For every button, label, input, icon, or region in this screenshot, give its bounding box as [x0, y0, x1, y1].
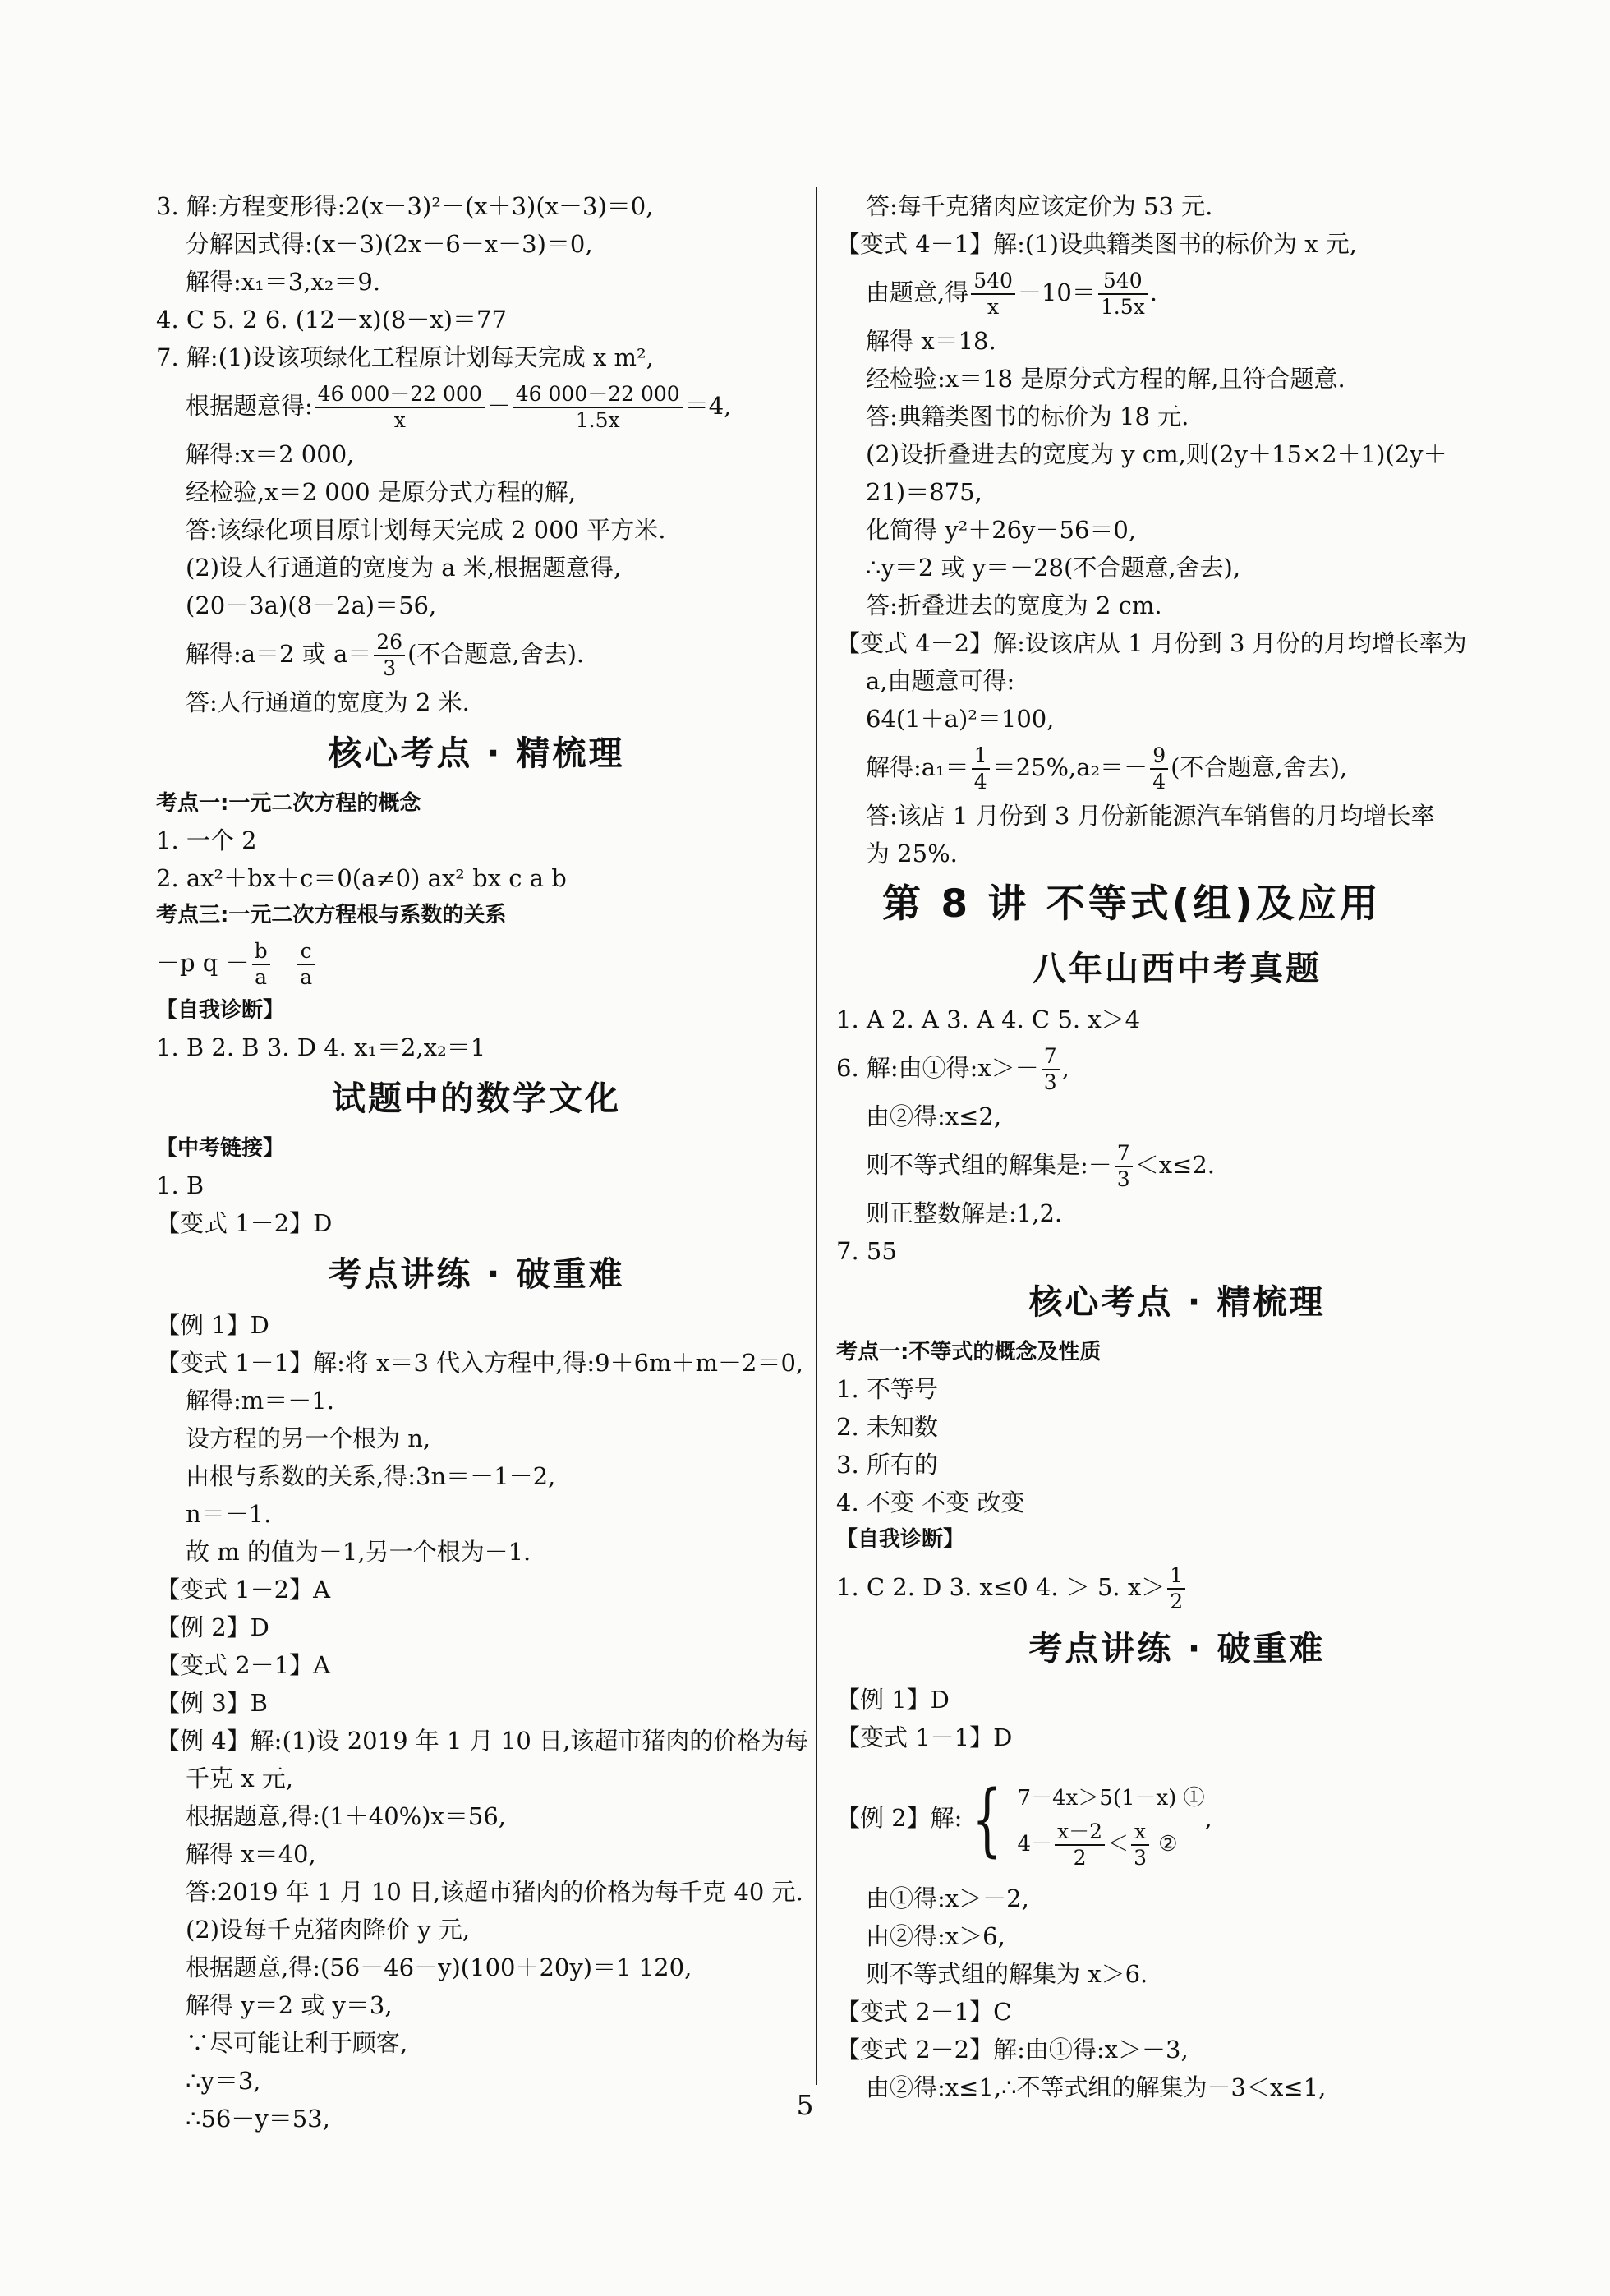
chapter-title: 第 8 讲 不等式(组)及应用	[882, 881, 1382, 927]
text-line: 由②得:x≤1,∴不等式组的解集为－3＜x≤1,	[866, 2073, 1327, 2101]
text-line: 解得:m＝－1.	[186, 1387, 334, 1415]
fraction	[1042, 1044, 1060, 1095]
text-line: 答:2019 年 1 月 10 日,该超市猪肉的价格为每千克 40 元.	[186, 1878, 803, 1906]
denominator: 1.5x	[575, 408, 620, 432]
denominator: a	[255, 965, 268, 989]
text-line: 【变式 1－1】D	[836, 1723, 1013, 1751]
text-line: 答:该店 1 月份到 3 月份新能源汽车销售的月均增长率	[866, 802, 1435, 830]
subsection-heading: 考点一:一元二次方程的概念	[156, 791, 421, 816]
text-fragment: ,	[1204, 1804, 1212, 1832]
numerator: 46 000－22 000	[513, 382, 683, 408]
text-line: 解得 x＝18.	[866, 327, 996, 355]
fraction	[1098, 269, 1148, 320]
numerator: c	[297, 939, 315, 965]
numerator: 540	[1098, 269, 1148, 295]
text-line: ∴56－y＝53,	[186, 2105, 330, 2133]
text-line: 故 m 的值为－1,另一个根为－1.	[186, 1538, 531, 1566]
equation-line	[156, 376, 797, 435]
text-line: 解得 x＝40,	[186, 1840, 316, 1868]
denominator: 2	[1073, 1846, 1087, 1870]
numerator: x－2	[1055, 1820, 1105, 1846]
text-line: ∴y＝2 或 y＝－28(不合题意,舍去),	[866, 554, 1241, 582]
text-line: 7. 55	[836, 1237, 897, 1265]
text-line: 答:典籍类图书的标价为 18 元.	[866, 403, 1189, 430]
text-line: (2)设折叠进去的宽度为 y cm,则(2y＋15×2＋1)(2y＋	[866, 440, 1447, 468]
text-line: 答:人行通道的宽度为 2 米.	[186, 688, 470, 716]
text-line: 2. ax²＋bx＋c＝0(a≠0) ax² bx c a b	[156, 864, 567, 892]
text-line: 则不等式组的解集为 x＞6.	[866, 1960, 1148, 1988]
text-line: (2)设每千克猪肉降价 y 元,	[186, 1916, 471, 1944]
text-fragment: 则不等式组的解集是:－	[866, 1151, 1112, 1179]
equation-line	[836, 738, 1518, 797]
text-fragment: 4－	[1017, 1832, 1053, 1857]
numerator: 1	[972, 743, 990, 770]
text-line: 3. 解:方程变形得:2(x－3)²－(x＋3)(x－3)＝0,	[156, 192, 654, 220]
text-fragment: .	[1149, 278, 1157, 306]
numerator: 26	[374, 630, 405, 656]
text-line: n＝－1.	[186, 1500, 272, 1528]
section-heading: 考点讲练 · 破重难	[328, 1254, 625, 1294]
equation-line	[156, 933, 797, 992]
equation-line	[836, 1038, 1518, 1097]
text-line: 根据题意,得:(56－46－y)(100＋20y)＝1 120,	[186, 1953, 692, 1981]
text-line: ∵尽可能让利于顾客,	[186, 2029, 408, 2057]
section-heading: 八年山西中考真题	[1033, 949, 1322, 988]
fraction	[252, 939, 270, 990]
denominator: 3	[1116, 1167, 1130, 1191]
text-fragment: －10＝	[1017, 278, 1096, 306]
numerator: 1	[1167, 1563, 1185, 1590]
numerator: 9	[1150, 743, 1168, 770]
text-fragment: (不合题意,舍去).	[407, 640, 585, 668]
numerator: 7	[1042, 1044, 1060, 1070]
text-fragment: ,	[1061, 1054, 1070, 1082]
page-number: 5	[796, 2089, 814, 2121]
text-line: 4. C 5. 2 6. (12－x)(8－x)＝77	[156, 306, 507, 334]
fraction	[315, 382, 485, 433]
text-line: 1. B	[156, 1171, 205, 1199]
fraction	[1055, 1820, 1105, 1870]
equation-line	[836, 1756, 1518, 1880]
text-fragment: ＝4,	[684, 392, 732, 420]
text-line: 答:每千克猪肉应该定价为 53 元.	[866, 192, 1213, 220]
denominator: 1.5x	[1100, 295, 1145, 319]
subsection-heading: 考点一:不等式的概念及性质	[836, 1340, 1102, 1364]
text-line: 【例 1】D	[836, 1686, 950, 1714]
text-line: 【例 1】D	[156, 1311, 269, 1339]
text-line: 【变式 1－1】解:将 x＝3 代入方程中,得:9＋6m＋m－2＝0,	[156, 1349, 804, 1377]
subsection-heading: 【自我诊断】	[156, 998, 285, 1023]
fraction	[1131, 1820, 1149, 1870]
equation-line	[836, 1135, 1518, 1194]
text-line: 4. 不变 不变 改变	[836, 1488, 1025, 1516]
text-fragment: 1. C 2. D 3. x≤0 4. ＞ 5. x＞	[836, 1573, 1166, 1601]
denominator: 2	[1170, 1590, 1184, 1613]
numerator: x	[1131, 1820, 1149, 1846]
system-lines	[1017, 1777, 1205, 1870]
numerator: 7	[1115, 1141, 1133, 1167]
text-fragment: 【例 2】解:	[836, 1804, 963, 1832]
text-fragment: ＜	[1107, 1832, 1129, 1857]
text-line: ∴y＝3,	[186, 2067, 261, 2095]
text-fragment: ②	[1152, 1832, 1178, 1857]
numerator: b	[252, 939, 270, 965]
text-line: 设方程的另一个根为 n,	[186, 1424, 431, 1452]
fraction	[1150, 743, 1168, 794]
fraction	[971, 269, 1015, 320]
text-line: 由②得:x＞6,	[866, 1922, 1005, 1950]
text-line: 答:该绿化项目原计划每天完成 2 000 平方米.	[186, 516, 666, 544]
denominator: 4	[973, 770, 987, 794]
denominator: 4	[1152, 770, 1166, 794]
text-line: 经检验:x＝18 是原分式方程的解,且符合题意.	[866, 365, 1346, 393]
text-line: 【变式 2－1】C	[836, 1998, 1012, 2026]
denominator: x	[987, 295, 1000, 319]
text-line: 【变式 1－2】D	[156, 1209, 333, 1237]
fraction	[972, 743, 990, 794]
text-line: 解得:x₁＝3,x₂＝9.	[186, 268, 381, 296]
column-divider	[816, 187, 817, 2085]
text-line: 【变式 1－2】A	[156, 1576, 331, 1604]
section-heading: 试题中的数学文化	[332, 1079, 621, 1118]
text-line: 分解因式得:(x－3)(2x－6－x－3)＝0,	[186, 230, 593, 258]
text-line: 64(1＋a)²＝100,	[866, 705, 1055, 733]
text-fragment: 由题意,得	[866, 278, 969, 306]
text-line: 为 25%.	[866, 840, 958, 867]
text-fragment: ＝25%,a₂＝－	[991, 753, 1148, 781]
text-line: 由根与系数的关系,得:3n＝－1－2,	[186, 1462, 556, 1490]
section-heading: 核心考点 · 精梳理	[328, 734, 625, 773]
text-line: 解得 y＝2 或 y＝3,	[186, 1991, 393, 2019]
text-line: 3. 所有的	[836, 1451, 938, 1479]
text-line: 【例 3】B	[156, 1689, 268, 1717]
subsection-heading: 【中考链接】	[156, 1136, 285, 1161]
text-line: 千克 x 元,	[186, 1765, 294, 1792]
right-column	[836, 187, 1518, 2106]
text-line: 【例 4】解:(1)设 2019 年 1 月 10 日,该超市猪肉的价格为每	[156, 1727, 809, 1755]
numerator: 46 000－22 000	[315, 382, 485, 408]
fraction	[1167, 1563, 1185, 1614]
text-line: a,由题意可得:	[866, 667, 1015, 695]
text-line: 21)＝875,	[866, 478, 982, 506]
fraction	[374, 630, 405, 681]
text-line: 1. 一个 2	[156, 826, 257, 854]
system-line-2	[1017, 1820, 1205, 1870]
section-heading: 核心考点 · 精梳理	[1028, 1282, 1326, 1322]
text-line: 则正整数解是:1,2.	[866, 1199, 1063, 1227]
denominator: 3	[1134, 1846, 1148, 1870]
text-line: 答:折叠进去的宽度为 2 cm.	[866, 591, 1162, 619]
text-fragment: 6. 解:由①得:x＞－	[836, 1054, 1039, 1082]
system-line-1: 7－4x＞5(1－x) ①	[1017, 1786, 1205, 1811]
text-line: (2)设人行通道的宽度为 a 米,根据题意得,	[186, 554, 622, 582]
text-line: 根据题意,得:(1＋40%)x＝56,	[186, 1802, 506, 1830]
text-fragment: －p q －	[156, 949, 250, 977]
fraction	[297, 939, 315, 990]
text-line: 解得:x＝2 000,	[186, 440, 355, 468]
text-line: 【变式 2－1】A	[156, 1651, 331, 1679]
text-fragment: (不合题意,舍去),	[1171, 753, 1348, 781]
brace-icon: {	[972, 1774, 1003, 1866]
denominator: a	[300, 965, 313, 989]
text-fragment: －	[486, 392, 511, 420]
fraction	[513, 382, 683, 433]
left-column	[156, 187, 809, 2137]
text-line: 由①得:x＞－2,	[866, 1884, 1029, 1912]
section-heading: 考点讲练 · 破重难	[1028, 1629, 1326, 1668]
denominator: x	[393, 408, 406, 432]
inequality-system	[962, 1774, 1205, 1870]
subsection-heading: 【自我诊断】	[836, 1527, 965, 1552]
text-fragment: ＜x≤2.	[1134, 1151, 1216, 1179]
fraction	[1115, 1141, 1133, 1192]
equation-line	[836, 1558, 1518, 1617]
text-line: 1. 不等号	[836, 1375, 938, 1403]
text-line: 化简得 y²＋26y－56＝0,	[866, 516, 1137, 544]
equation-line	[836, 263, 1518, 322]
text-line: 【变式 4－1】解:(1)设典籍类图书的标价为 x 元,	[836, 230, 1357, 258]
text-line: 1. B 2. B 3. D 4. x₁＝2,x₂＝1	[156, 1033, 486, 1061]
text-line: 【例 2】D	[156, 1613, 269, 1641]
text-line: 由②得:x≤2,	[866, 1102, 1002, 1130]
text-line: 2. 未知数	[836, 1413, 938, 1441]
text-line: 【变式 4－2】解:设该店从 1 月份到 3 月份的月均增长率为	[836, 629, 1467, 657]
text-fragment: 根据题意得:	[186, 392, 313, 420]
subsection-heading: 考点三:一元二次方程根与系数的关系	[156, 903, 507, 927]
text-line: 经检验,x＝2 000 是原分式方程的解,	[186, 478, 577, 506]
denominator: 3	[1043, 1070, 1057, 1094]
text-line: 【变式 2－2】解:由①得:x＞－3,	[836, 2036, 1189, 2064]
text-line: 7. 解:(1)设该项绿化工程原计划每天完成 x m²,	[156, 343, 654, 371]
text-line: (20－3a)(8－2a)＝56,	[186, 591, 437, 619]
numerator: 540	[971, 269, 1015, 295]
text-fragment: 解得:a₁＝	[866, 753, 969, 781]
denominator: 3	[383, 656, 397, 680]
text-line: 1. A 2. A 3. A 4. C 5. x＞4	[836, 1005, 1141, 1033]
equation-line	[156, 624, 797, 683]
text-fragment: 解得:a＝2 或 a＝	[186, 640, 372, 668]
